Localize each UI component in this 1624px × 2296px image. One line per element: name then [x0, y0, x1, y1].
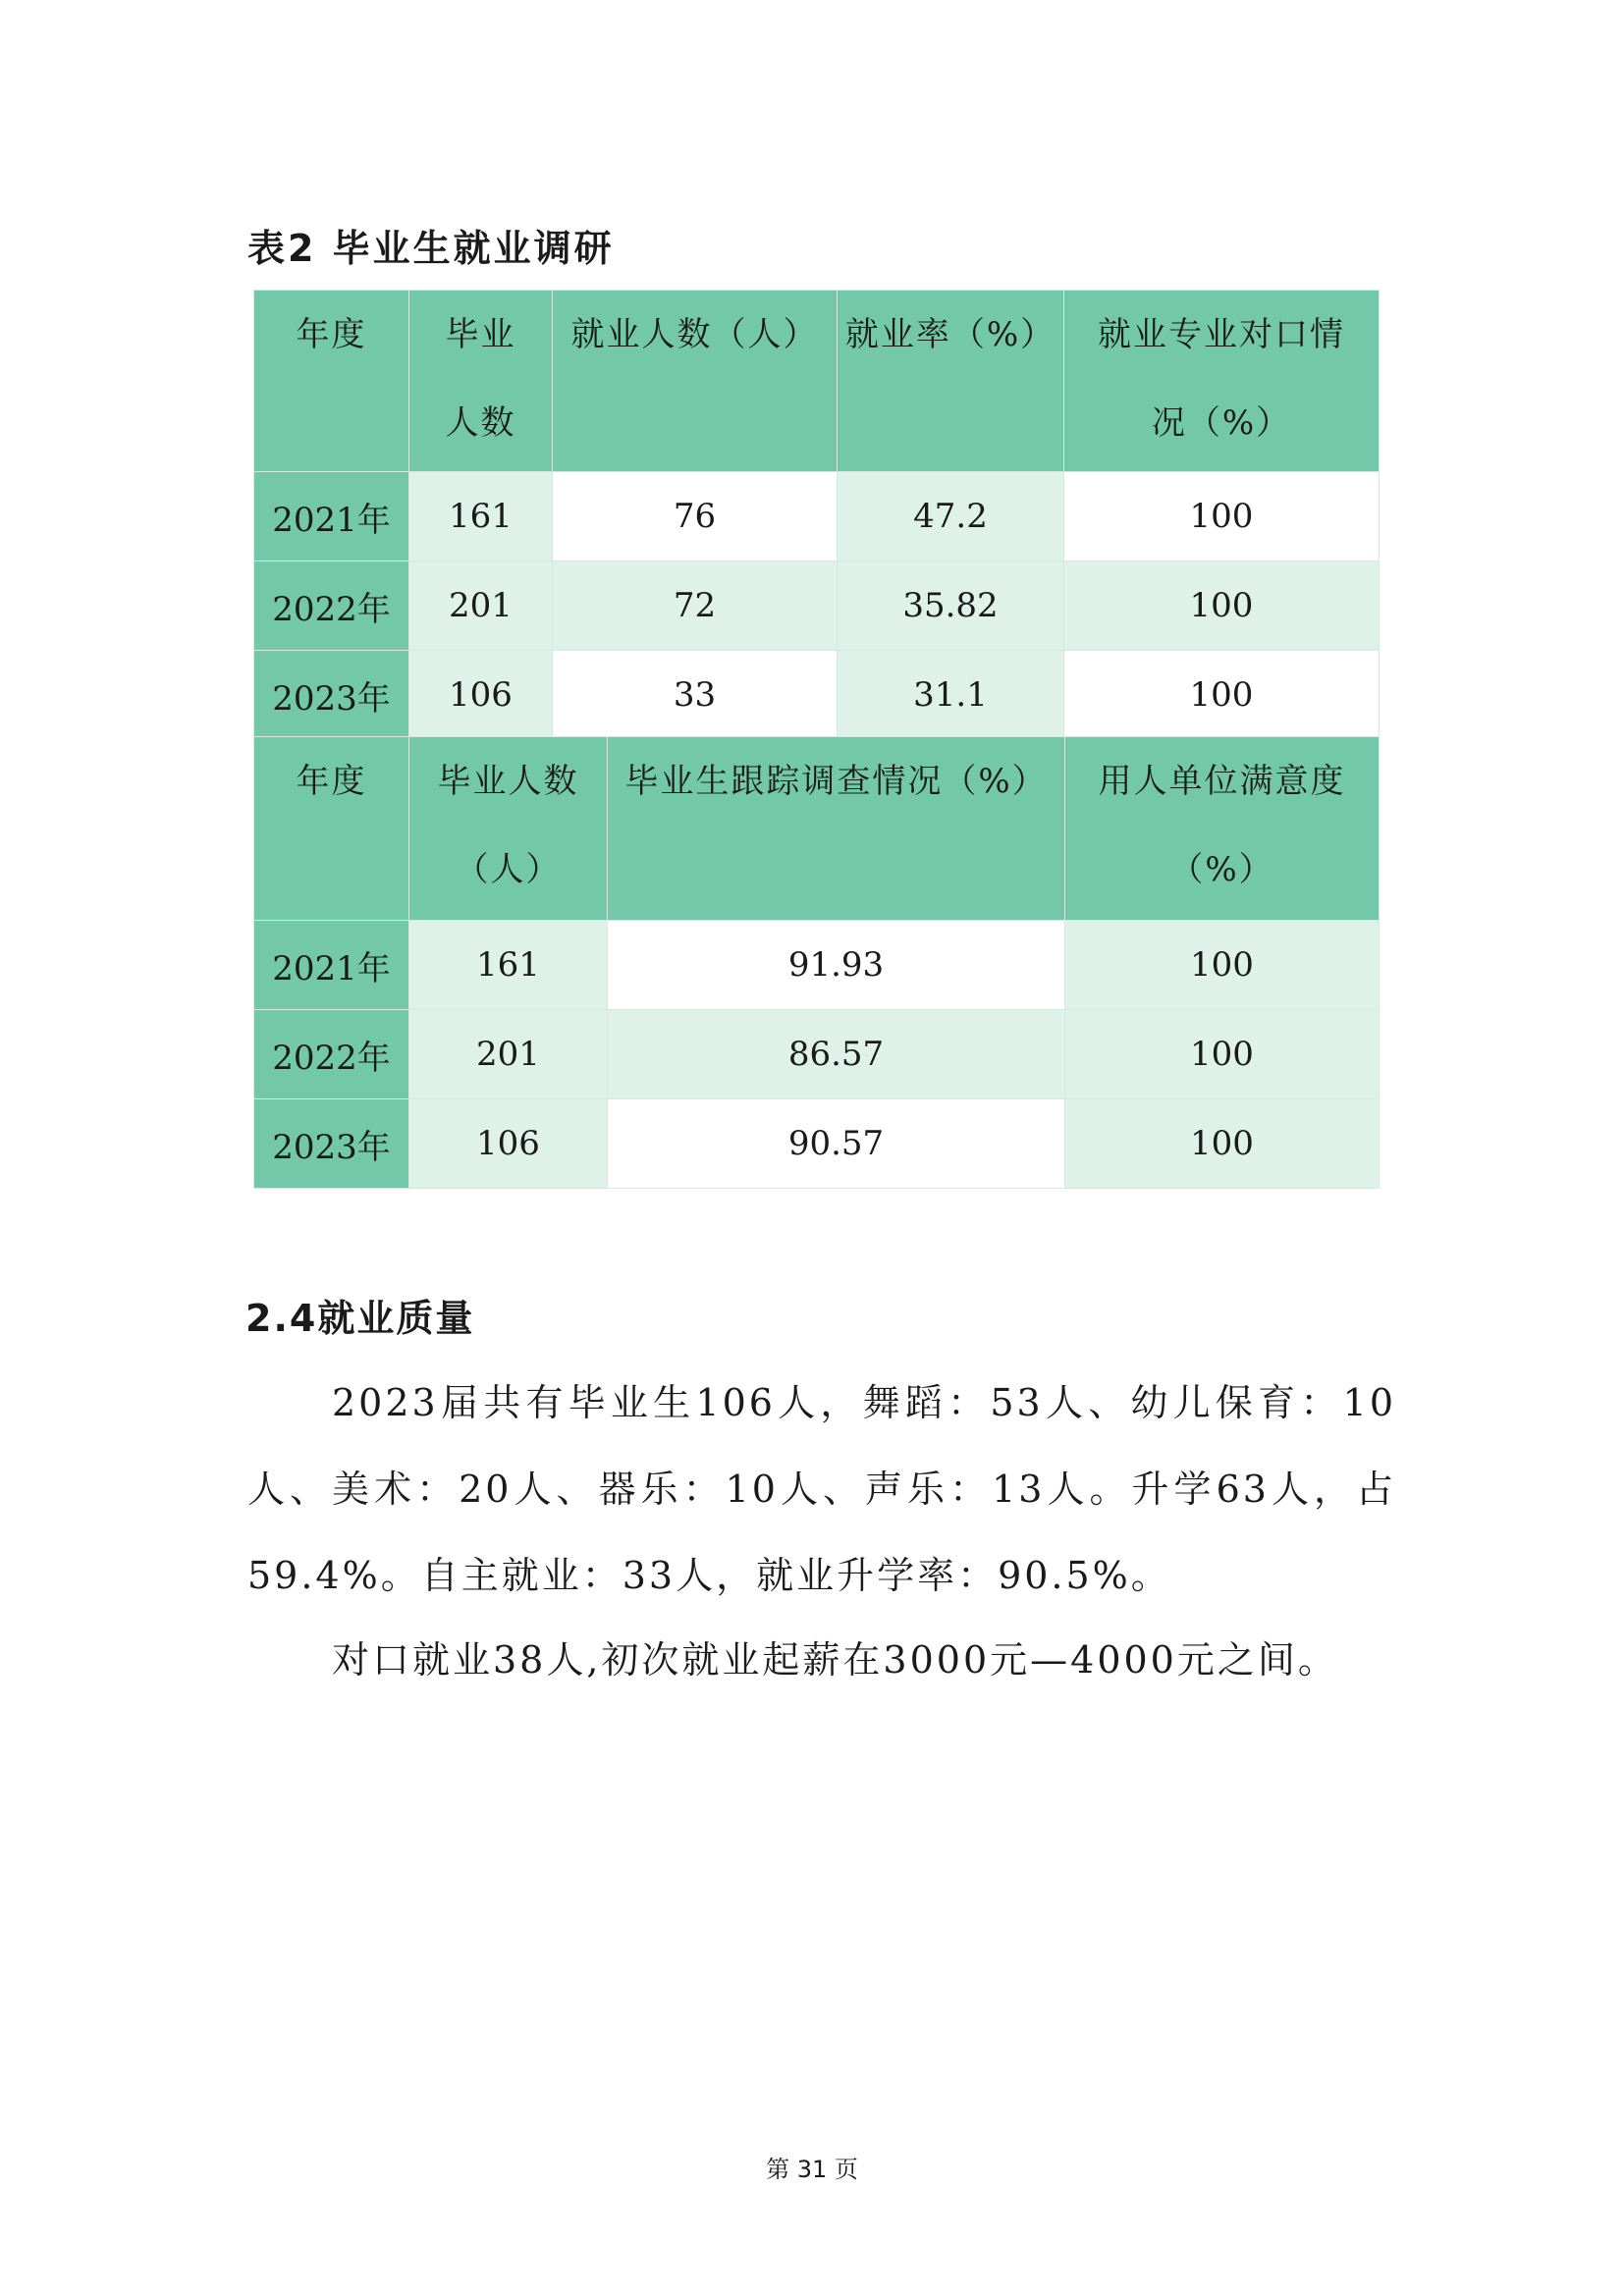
header-graduates: 毕业人数 （人）: [409, 737, 608, 921]
table-row: [254, 1099, 1380, 1189]
header-employed-count: 就业人数（人）: [553, 291, 838, 472]
table-row: [254, 561, 1380, 651]
cell-match: 100: [1064, 561, 1380, 651]
header-satisfaction: 用人单位满意度 （%）: [1065, 737, 1380, 921]
cell-graduates: 161: [409, 921, 608, 1010]
cell-employed: 72: [553, 561, 838, 651]
cell-tracking: 91.93: [608, 921, 1065, 1010]
cell-year: 2022年: [254, 561, 409, 651]
header-employment-rate: 就业率（%）: [838, 291, 1064, 472]
cell-graduates: 201: [409, 1010, 608, 1099]
cell-year: 2021年: [254, 472, 409, 561]
cell-match: 100: [1064, 651, 1380, 740]
paragraph-salary: 对口就业38人,初次就业起薪在3000元—4000元之间。: [332, 1638, 1338, 1682]
header-year: 年度: [254, 737, 409, 921]
header-year: 年度: [254, 291, 409, 472]
cell-employed: 33: [553, 651, 838, 740]
paragraph-graduates: [247, 1360, 1396, 1619]
cell-satisfaction: 100: [1065, 1099, 1380, 1189]
cell-rate: 31.1: [838, 651, 1064, 740]
table-2-header-row: [254, 737, 1380, 921]
cell-graduates: 106: [409, 1099, 608, 1189]
cell-graduates: 161: [409, 472, 553, 561]
cell-satisfaction: 100: [1065, 1010, 1380, 1099]
page-number: 第 31 页: [766, 2156, 858, 2183]
cell-rate: 35.82: [838, 561, 1064, 651]
paragraph-graduates-text: 2023届共有毕业生106人，舞蹈：53人、幼儿保育：10人、美术：20人、器乐：10人、声乐：13人。升学63人，占59.4%。自主就业：33人，就业升学率：90.5%。: [247, 1381, 1396, 1597]
header-tracking: 毕业生跟踪调查情况（%）: [608, 737, 1065, 921]
table-row: [254, 651, 1380, 740]
cell-rate: 47.2: [838, 472, 1064, 561]
cell-graduates: 201: [409, 561, 553, 651]
table-title: 表2 毕业生就业调研: [247, 227, 615, 270]
table-row: [254, 1010, 1380, 1099]
employment-table-1: [253, 290, 1380, 740]
cell-employed: 76: [553, 472, 838, 561]
table-row: [254, 921, 1380, 1010]
cell-year: 2023年: [254, 651, 409, 740]
header-graduates: 毕业 人数: [409, 291, 553, 472]
section-title: 2.4就业质量: [245, 1297, 475, 1340]
cell-match: 100: [1064, 472, 1380, 561]
table-row: [254, 472, 1380, 561]
cell-satisfaction: 100: [1065, 921, 1380, 1010]
table-1-header-row: [254, 291, 1380, 472]
header-major-match: 就业专业对口情 况（%）: [1064, 291, 1380, 472]
cell-year: 2022年: [254, 1010, 409, 1099]
cell-tracking: 90.57: [608, 1099, 1065, 1189]
cell-year: 2023年: [254, 1099, 409, 1189]
cell-tracking: 86.57: [608, 1010, 1065, 1099]
cell-year: 2021年: [254, 921, 409, 1010]
employment-table-2: [253, 736, 1380, 1189]
cell-graduates: 106: [409, 651, 553, 740]
